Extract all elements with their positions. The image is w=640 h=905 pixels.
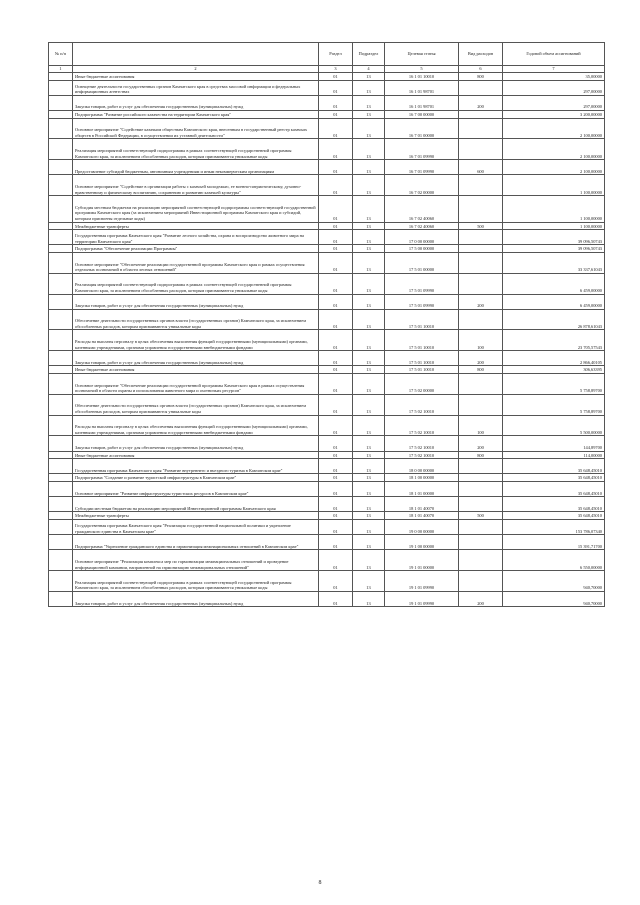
cell-amount: 5 758,89700 [503,374,605,395]
cell-num [49,474,73,482]
cell-amount: 3 200,00000 [503,110,605,118]
cell-name: Межбюджетные трансферты [73,512,319,520]
cell-num [49,394,73,415]
table-row [49,374,605,395]
cell-vr [459,571,503,592]
cell-amount: 33 337,61043 [503,252,605,273]
cell-name: Обеспечение деятельности государственных органов власти (государственных органов) Камчатского края, за исключением обособленных расходов, которым присваиваются уникальные коды [73,309,319,330]
header-name [73,43,319,66]
table-row [49,252,605,273]
cell-amount: 297,00000 [503,95,605,110]
cell-name: Государственная программа Камчатского края "Развитие лесного хозяйства, охрана и воспроизводство животного мира на территории Камчатского края" [73,230,319,245]
cell-podrazdel: 13 [353,330,385,351]
cell-razdel: 01 [319,512,353,520]
cell-podrazdel: 13 [353,571,385,592]
cell-vr [459,497,503,512]
cell-amount: 35,00000 [503,73,605,81]
header-podrazdel: Подраздел [353,43,385,66]
cell-amount: 35 648,45010 [503,482,605,497]
cell-razdel: 01 [319,366,353,374]
cell-podrazdel: 13 [353,118,385,139]
cell-podrazdel: 13 [353,294,385,309]
table-row [49,519,605,534]
cell-csr: 17 5 01 10010 [385,351,459,366]
colnum: 6 [459,66,503,73]
cell-razdel: 01 [319,196,353,222]
cell-csr: 18 1 01 40070 [385,512,459,520]
cell-amount: 39 096,50743 [503,245,605,253]
colnum: 1 [49,66,73,73]
cell-amount: 297,00000 [503,80,605,95]
cell-razdel: 01 [319,451,353,459]
cell-razdel: 01 [319,175,353,196]
cell-razdel: 01 [319,139,353,160]
cell-name: Реализация мероприятий соответствующей подпрограммы в рамках соответствующей государственной программы Камчатского края, за исключением обособленных расходов, которым присваиваются уникальные коды [73,139,319,160]
cell-vr: 200 [459,95,503,110]
cell-vr [459,245,503,253]
cell-vr: 200 [459,436,503,451]
cell-amount: 2 100,00000 [503,118,605,139]
cell-num [49,550,73,571]
table-row [49,139,605,160]
cell-razdel: 01 [319,222,353,230]
cell-razdel: 01 [319,245,353,253]
cell-podrazdel: 13 [353,252,385,273]
cell-name: Предоставление субсидий бюджетным, автономным учреждениям и иным некоммерческим организациям [73,160,319,175]
cell-razdel: 01 [319,309,353,330]
cell-name: Освещение деятельности государственных органов Камчатского края в средствах массовой информации и федеральных информационных агентствах [73,80,319,95]
cell-amount: 2 100,00000 [503,160,605,175]
cell-csr: 16 7 01 09990 [385,139,459,160]
cell-podrazdel: 13 [353,519,385,534]
cell-num [49,73,73,81]
cell-csr: 16 7 01 09990 [385,160,459,175]
cell-name: Реализация мероприятий соответствующей подпрограммы в рамках соответствующей государственной программы Камчатского края, за исключением обособленных расходов, которым присваиваются уникальные коды [73,273,319,294]
cell-amount: 6 459,00000 [503,294,605,309]
cell-num [49,366,73,374]
table-row [49,118,605,139]
table-row [49,436,605,451]
header-row [49,43,605,66]
header-num: № п/п [49,43,73,66]
cell-vr [459,196,503,222]
cell-razdel: 01 [319,160,353,175]
cell-podrazdel: 13 [353,175,385,196]
cell-razdel: 01 [319,294,353,309]
table-row [49,175,605,196]
table-row [49,330,605,351]
table-row [49,245,605,253]
cell-num [49,436,73,451]
cell-num [49,591,73,606]
cell-vr: 200 [459,591,503,606]
table-row [49,294,605,309]
cell-podrazdel: 13 [353,273,385,294]
cell-vr: 500 [459,222,503,230]
cell-name: Расходы на выплаты персоналу в целях обеспечения выполнения функций государственными (муниципальными) органами, казенными учреждениями, органами управления государственными внебюджетными фондами [73,330,319,351]
table-row [49,309,605,330]
cell-csr: 17 5 01 10010 [385,366,459,374]
cell-csr: 18 0 00 00000 [385,459,459,474]
cell-podrazdel: 13 [353,160,385,175]
cell-csr: 16 1 01 98701 [385,95,459,110]
cell-csr: 17 5 02 10010 [385,436,459,451]
cell-num [49,175,73,196]
cell-num [49,252,73,273]
cell-podrazdel: 13 [353,535,385,550]
cell-podrazdel: 13 [353,415,385,436]
cell-num [49,535,73,550]
cell-name: Иные бюджетные ассигнования [73,73,319,81]
cell-csr: 17 5 01 09990 [385,273,459,294]
cell-amount: 1 100,00000 [503,175,605,196]
cell-num [49,139,73,160]
cell-name: Подпрограмма "Укрепление гражданского единства и гармонизация межнациональных отношений в Камчатском крае" [73,535,319,550]
cell-amount: 1 100,00000 [503,196,605,222]
cell-vr [459,230,503,245]
cell-csr: 18 1 01 40070 [385,497,459,512]
cell-vr: 200 [459,351,503,366]
cell-num [49,415,73,436]
cell-name: Расходы на выплаты персоналу в целях обеспечения выполнения функций государственными (муниципальными) органами, казенными учреждениями, органами управления государственными внебюджетными фондами [73,415,319,436]
cell-amount: 35 648,45010 [503,512,605,520]
cell-razdel: 01 [319,459,353,474]
cell-amount: 6 550,00000 [503,550,605,571]
cell-num [49,330,73,351]
header-vr: Вид расходов [459,43,503,66]
header-amount: Годовой объем ассигнований [503,43,605,66]
cell-razdel: 01 [319,571,353,592]
cell-podrazdel: 13 [353,366,385,374]
cell-num [49,222,73,230]
table-row [49,73,605,81]
cell-amount: 144,89700 [503,436,605,451]
cell-num [49,512,73,520]
cell-name: Субсидия местным бюджетам на реализацию мероприятий соответствующей подпрограммы соответствующей государственной программы Камчатского края (за исключением мероприятий Инвестиционной программы Камчатского края и субсидий, которым присвоены отдельные коды) [73,196,319,222]
cell-num [49,245,73,253]
cell-name: Основное мероприятие "Реализация комплекса мер по гармонизации межнациональных отношений и проведение информационной кампании, направленной на гармонизацию межнациональных отношений" [73,550,319,571]
cell-name: Обеспечение деятельности государственных органов власти (государственных органов) Камчатского края, за исключением обособленных расходов, которым присваиваются уникальные коды [73,394,319,415]
cell-podrazdel: 13 [353,451,385,459]
cell-razdel: 01 [319,374,353,395]
cell-vr [459,175,503,196]
cell-name: Государственная программа Камчатского края "Развитие внутреннего и въездного туризма в Камчатском крае" [73,459,319,474]
cell-vr [459,139,503,160]
cell-csr: 19 1 01 00000 [385,550,459,571]
cell-num [49,118,73,139]
table-row [49,351,605,366]
table-row [49,160,605,175]
cell-vr: 800 [459,366,503,374]
colnum: 7 [503,66,605,73]
cell-amount: 940,70000 [503,591,605,606]
cell-csr: 19 1 00 00000 [385,535,459,550]
cell-amount: 5 500,00000 [503,415,605,436]
cell-vr: 800 [459,451,503,459]
table-row [49,497,605,512]
cell-num [49,160,73,175]
cell-razdel: 01 [319,118,353,139]
cell-amount: 2 866,40105 [503,351,605,366]
cell-csr: 16 7 00 00000 [385,110,459,118]
cell-razdel: 01 [319,535,353,550]
cell-name: Основное мероприятие "Обеспечение реализации государственной программы Камчатского края в рамках осуществления полномочий в области охраны и использования животного мира и охотничьих ресурсов" [73,374,319,395]
cell-num [49,482,73,497]
cell-csr: 17 5 00 00000 [385,245,459,253]
cell-csr: 17 5 01 00000 [385,252,459,273]
cell-razdel: 01 [319,394,353,415]
table-row [49,482,605,497]
cell-podrazdel: 13 [353,550,385,571]
cell-vr: 200 [459,294,503,309]
cell-razdel: 01 [319,591,353,606]
cell-podrazdel: 13 [353,110,385,118]
cell-razdel: 01 [319,273,353,294]
cell-podrazdel: 13 [353,309,385,330]
table-row [49,80,605,95]
cell-name: Государственная программа Камчатского края "Реализация государственной национальной политики и укрепление гражданского единства в Камчатском крае" [73,519,319,534]
cell-podrazdel: 13 [353,80,385,95]
cell-csr: 18 1 01 00000 [385,482,459,497]
cell-csr: 16 7 02 40060 [385,222,459,230]
cell-podrazdel: 13 [353,474,385,482]
table-row [49,550,605,571]
cell-razdel: 01 [319,351,353,366]
cell-num [49,519,73,534]
cell-razdel: 01 [319,415,353,436]
cell-amount: 35 648,45010 [503,474,605,482]
cell-vr: 600 [459,160,503,175]
cell-amount: 39 096,50743 [503,230,605,245]
cell-name: Подпрограмма "Развитие российского казачества на территории Камчатского края" [73,110,319,118]
cell-amount: 114,00000 [503,451,605,459]
colnum: 5 [385,66,459,73]
table-row [49,591,605,606]
cell-name: Закупка товаров, работ и услуг для обеспечения государственных (муниципальных) нужд [73,591,319,606]
cell-vr: 500 [459,512,503,520]
cell-razdel: 01 [319,482,353,497]
cell-num [49,80,73,95]
cell-csr: 17 5 01 10010 [385,309,459,330]
budget-table [48,42,605,607]
cell-csr: 16 1 01 98701 [385,80,459,95]
cell-podrazdel: 13 [353,497,385,512]
cell-podrazdel: 13 [353,351,385,366]
table-row [49,110,605,118]
cell-amount: 15 391,71700 [503,535,605,550]
cell-podrazdel: 13 [353,139,385,160]
cell-name: Основное мероприятие "Развитие инфраструктуры туристских ресурсов в Камчатском крае" [73,482,319,497]
colnum: 4 [353,66,385,73]
cell-razdel: 01 [319,110,353,118]
cell-name: Закупка товаров, работ и услуг для обеспечения государственных (муниципальных) нужд [73,351,319,366]
cell-vr [459,273,503,294]
cell-name: Субсидии местным бюджетам на реализацию мероприятий Инвестиционной программы Камчатского края [73,497,319,512]
cell-num [49,497,73,512]
cell-num [49,273,73,294]
cell-razdel: 01 [319,519,353,534]
cell-name: Иные бюджетные ассигнования [73,366,319,374]
cell-vr [459,550,503,571]
cell-podrazdel: 13 [353,73,385,81]
cell-name: Основное мероприятие "Содействие в организации работы с казачьей молодежью, ее военно-патриотическому, духовно-нравственному и физическому воспитанию, сохранению и развитию казачьей культуры" [73,175,319,196]
cell-num [49,294,73,309]
cell-num [49,451,73,459]
cell-amount: 940,70000 [503,571,605,592]
cell-vr [459,80,503,95]
cell-razdel: 01 [319,436,353,451]
cell-podrazdel: 13 [353,512,385,520]
cell-vr: 100 [459,415,503,436]
cell-csr: 16 1 01 10010 [385,73,459,81]
cell-podrazdel: 13 [353,245,385,253]
cell-csr: 19 1 01 09990 [385,591,459,606]
cell-amount: 5 758,89700 [503,394,605,415]
cell-razdel: 01 [319,80,353,95]
cell-vr [459,110,503,118]
table-row [49,451,605,459]
cell-amount: 1 100,00000 [503,222,605,230]
page-number: 8 [318,880,322,886]
cell-name: Межбюджетные трансферты [73,222,319,230]
cell-csr: 19 1 01 09990 [385,571,459,592]
cell-amount: 35 648,45010 [503,497,605,512]
cell-vr [459,394,503,415]
table-body [49,73,605,607]
cell-vr [459,474,503,482]
cell-csr: 17 5 02 10010 [385,415,459,436]
cell-vr [459,374,503,395]
cell-podrazdel: 13 [353,222,385,230]
cell-num [49,459,73,474]
cell-csr: 17 5 02 10010 [385,451,459,459]
table-row [49,415,605,436]
table-row [49,273,605,294]
cell-podrazdel: 13 [353,230,385,245]
cell-num [49,309,73,330]
cell-csr: 16 7 02 40060 [385,196,459,222]
cell-num [49,110,73,118]
cell-vr [459,459,503,474]
cell-razdel: 01 [319,497,353,512]
table-row [49,459,605,474]
cell-razdel: 01 [319,230,353,245]
table-row [49,394,605,415]
cell-vr: 800 [459,73,503,81]
table-row [49,535,605,550]
cell-csr: 17 0 00 00000 [385,230,459,245]
cell-podrazdel: 13 [353,374,385,395]
cell-podrazdel: 13 [353,482,385,497]
cell-podrazdel: 13 [353,196,385,222]
cell-vr [459,535,503,550]
cell-name: Подпрограмма "Создание и развитие туристской инфраструктуры в Камчатском крае" [73,474,319,482]
cell-name: Подпрограмма "Обеспечение реализации Программы" [73,245,319,253]
cell-amount: 23 705,57543 [503,330,605,351]
cell-amount: 6 459,00000 [503,273,605,294]
cell-name: Реализация мероприятий соответствующей подпрограммы в рамках соответствующей государственной программы Камчатского края, за исключением обособленных расходов, которым присваиваются уникальные коды [73,571,319,592]
table-row [49,571,605,592]
header-csr: Целевая статья [385,43,459,66]
cell-num [49,196,73,222]
cell-amount: 26 878,61043 [503,309,605,330]
cell-razdel: 01 [319,330,353,351]
cell-podrazdel: 13 [353,591,385,606]
cell-amount: 153 786,07340 [503,519,605,534]
cell-razdel: 01 [319,252,353,273]
cell-csr: 19 0 00 00000 [385,519,459,534]
cell-amount: 306,63395 [503,366,605,374]
cell-csr: 16 7 01 00000 [385,118,459,139]
cell-podrazdel: 13 [353,394,385,415]
table-row [49,222,605,230]
cell-num [49,571,73,592]
cell-name: Закупка товаров, работ и услуг для обеспечения государственных (муниципальных) нужд [73,95,319,110]
cell-num [49,95,73,110]
cell-vr [459,252,503,273]
table-row [49,230,605,245]
cell-num [49,230,73,245]
cell-name: Закупка товаров, работ и услуг для обеспечения государственных (муниципальных) нужд [73,294,319,309]
colnum: 2 [73,66,319,73]
column-number-row [49,66,605,73]
cell-num [49,374,73,395]
cell-csr: 16 7 02 00000 [385,175,459,196]
cell-csr: 17 5 01 09990 [385,294,459,309]
header-razdel: Раздел [319,43,353,66]
cell-vr: 100 [459,330,503,351]
cell-amount: 35 648,45010 [503,459,605,474]
cell-vr [459,118,503,139]
cell-csr: 17 5 02 10010 [385,394,459,415]
cell-csr: 18 1 00 00000 [385,474,459,482]
cell-amount: 2 100,00000 [503,139,605,160]
cell-num [49,351,73,366]
table-row [49,474,605,482]
table-row [49,196,605,222]
cell-csr: 17 5 01 10010 [385,330,459,351]
cell-csr: 17 5 02 00000 [385,374,459,395]
cell-name: Закупка товаров, работ и услуг для обеспечения государственных (муниципальных) нужд [73,436,319,451]
cell-razdel: 01 [319,474,353,482]
cell-name: Основное мероприятие "Содействие казачьим обществам Камчатского края, внесенным в государственный реестр казачьих обществ в Российской Федерации, в осуществлении их уставной деятельности" [73,118,319,139]
cell-razdel: 01 [319,550,353,571]
table-row [49,366,605,374]
cell-name: Основное мероприятие "Обеспечение реализации государственной программы Камчатского края и рамках осуществления отдельных полномочий в области лесных отношений" [73,252,319,273]
colnum: 3 [319,66,353,73]
cell-razdel: 01 [319,95,353,110]
cell-vr [459,482,503,497]
cell-podrazdel: 13 [353,95,385,110]
cell-vr [459,519,503,534]
table-row [49,95,605,110]
cell-podrazdel: 13 [353,459,385,474]
table-row [49,512,605,520]
cell-name: Иные бюджетные ассигнования [73,451,319,459]
cell-podrazdel: 13 [353,436,385,451]
cell-vr [459,309,503,330]
cell-razdel: 01 [319,73,353,81]
